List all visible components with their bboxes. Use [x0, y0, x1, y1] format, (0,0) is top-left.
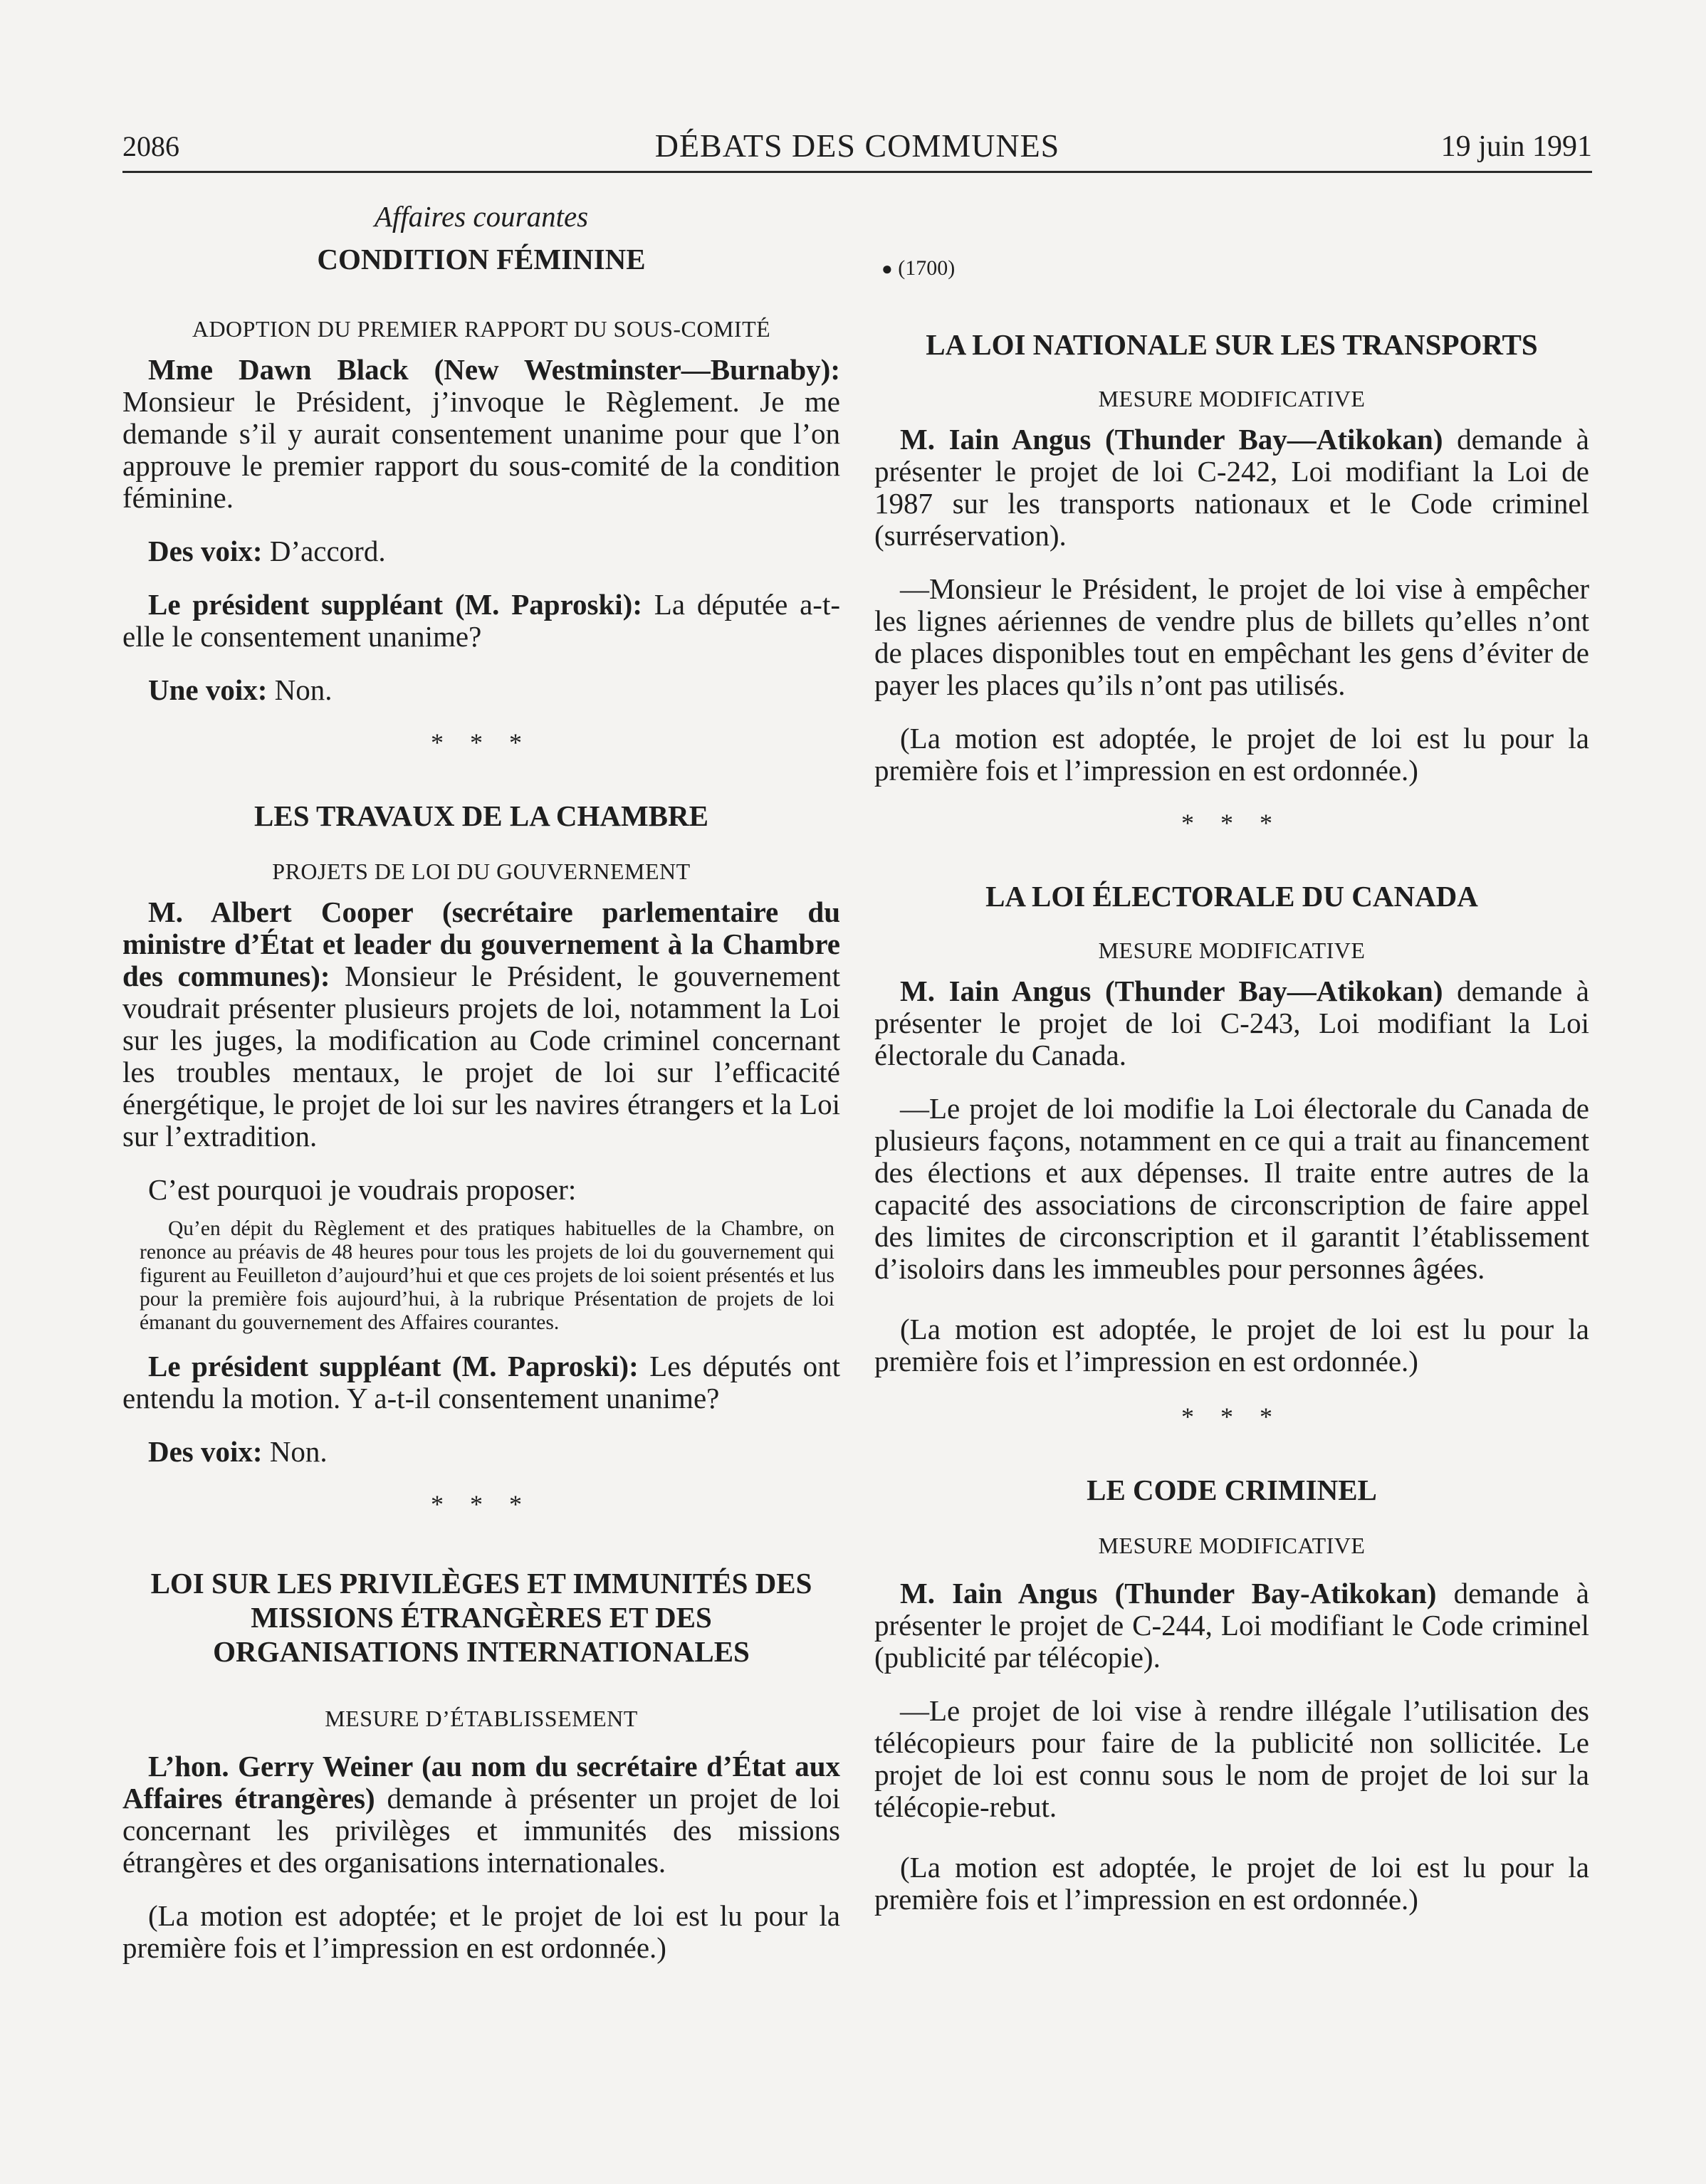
speech-paragraph: —Monsieur le Président, le projet de loi vise à empêcher les lignes aériennes de vendre plus de billets qu’elles n’ont de places disponibles tout en empêchant les gens d’éviter de payer les places qu’ils n’ont pas utilisés.: [874, 572, 1589, 701]
speaker-name: L’hon. Gerry Weiner (au nom du secrétaire d’État aux Affaires étrangères): [122, 1750, 840, 1815]
speaker-name: M. Iain Angus (Thunder Bay-Atikokan): [900, 1577, 1437, 1610]
section-separator: * * *: [431, 1490, 532, 1518]
speech-paragraph: —Le projet de loi modifie la Loi électorale du Canada de plusieurs façons, notamment en ce qui a trait au financement des élections et aux dépenses. Il traite entre autres de la capacité des associations de circonscription de faire appel des limites de circonscription et il garantit l’établissement d’isoloirs dans les immeubles pour personnes âgées.: [874, 1092, 1589, 1285]
left-column: [122, 199, 840, 1985]
speech-paragraph: [874, 424, 1589, 552]
section-heading: CONDITION FÉMININE: [317, 243, 646, 275]
speech-paragraph: [874, 1577, 1589, 1674]
section-heading: LES TRAVAUX DE LA CHAMBRE: [254, 799, 708, 832]
section-heading: LE CODE CRIMINEL: [1087, 1474, 1377, 1506]
motion-result: (La motion est adoptée, le projet de loi est lu pour la première fois et l’impression en est ordonnée.): [874, 722, 1589, 787]
speaker-name: Des voix:: [148, 535, 263, 567]
speech-paragraph: —Le projet de loi vise à rendre illégale l’utilisation des télécopieurs pour faire de la publicité non sollicitée. Le projet de loi est connu sous le nom de projet de loi sur la télécopie-rebut.: [874, 1694, 1589, 1823]
speech-paragraph: [122, 1436, 840, 1468]
speech-text: Les députés ont entendu la motion. Y a-t-il consentement unanime?: [122, 1350, 840, 1414]
section-separator: * * *: [431, 728, 532, 757]
section-subheading: MESURE MODIFICATIVE: [1098, 386, 1366, 411]
speech-text: Non.: [267, 673, 333, 706]
section-subheading: MESURE MODIFICATIVE: [1098, 1533, 1366, 1558]
speaker-name: Le président suppléant (M. Paproski):: [148, 1350, 639, 1382]
bullet-icon: ●: [881, 258, 893, 279]
heading-line: LOI SUR LES PRIVILÈGES ET IMMUNITÉS DES: [150, 1567, 812, 1600]
heading-line: MISSIONS ÉTRANGÈRES ET DES: [251, 1601, 712, 1634]
rubric: Affaires courantes: [374, 200, 589, 233]
section-subheading: ADOPTION DU PREMIER RAPPORT DU SOUS-COMITÉ: [192, 316, 771, 342]
speech-text: demande à présenter le projet de C-244, Loi modifiant le Code criminel (publicité par télécopie).: [874, 1577, 1589, 1674]
speaker-name: Des voix:: [148, 1435, 263, 1468]
publication-date: 19 juin 1991: [1440, 130, 1592, 163]
speech-text: demande à présenter le projet de loi C-243, Loi modifiant la Loi électorale du Canada.: [874, 975, 1589, 1071]
section-subheading: MESURE MODIFICATIVE: [1098, 938, 1366, 963]
speaker-name: Mme Dawn Black (New Westminster—Burnaby):: [148, 353, 840, 386]
speech-text: La députée a-t-elle le consentement unanime?: [122, 588, 841, 653]
time-marker: [881, 256, 1589, 280]
speech-paragraph: [122, 354, 840, 514]
heading-line: ORGANISATIONS INTERNATIONALES: [213, 1635, 750, 1668]
speech-paragraph: [122, 535, 840, 567]
section-subheading: PROJETS DE LOI DU GOUVERNEMENT: [272, 859, 691, 884]
speech-paragraph: [122, 674, 840, 706]
speech-paragraph: [122, 896, 840, 1153]
speech-text: D’accord.: [262, 535, 386, 567]
speaker-name: M. Iain Angus (Thunder Bay—Atikokan): [900, 975, 1443, 1007]
speaker-name: M. Albert Cooper (secrétaire parlementaire du ministre d’État et leader du gouvernement à la Chambre des communes):: [122, 896, 840, 992]
right-column: [874, 256, 1589, 1937]
speech-paragraph: [122, 1350, 840, 1414]
section-separator: * * *: [1181, 1402, 1282, 1431]
speech-text: demande à présenter un projet de loi concernant les privilèges et immunités des missions étrangères et des organisations internationales.: [122, 1782, 840, 1879]
motion-result: (La motion est adoptée; et le projet de loi est lu pour la première fois et l’impression en est ordonnée.): [122, 1899, 840, 1964]
motion-result: (La motion est adoptée, le projet de loi est lu pour la première fois et l’impression en est ordonnée.): [874, 1851, 1589, 1916]
speech-paragraph: C’est pourquoi je voudrais proposer:: [148, 1173, 577, 1206]
motion-quote: Qu’en dépit du Règlement et des pratiques habituelles de la Chambre, on renonce au préavis de 48 heures pour tous les projets de loi du gouvernement qui figurent au Feuilleton d’aujourd’hui et que ces projets de loi soient présentés et lus pour la première fois aujourd’hui, à la rubrique Présentation de projets de loi émanant du gouvernement des Affaires courantes.: [140, 1217, 834, 1334]
section-separator: * * *: [1181, 809, 1282, 837]
time-text: (1700): [898, 256, 956, 280]
speech-paragraph: [122, 589, 840, 653]
publication-title: DÉBATS DES COMMUNES: [654, 127, 1060, 164]
speaker-name: Une voix:: [148, 673, 268, 706]
speech-paragraph: [874, 975, 1589, 1071]
speech-text: Non.: [262, 1435, 328, 1468]
page-header: [122, 127, 1592, 173]
page-number: 2086: [122, 130, 179, 162]
section-subheading: MESURE D’ÉTABLISSEMENT: [325, 1706, 638, 1731]
section-heading: LA LOI ÉLECTORALE DU CANADA: [985, 880, 1478, 913]
speech-text: demande à présenter le projet de loi C-242, Loi modifiant la Loi de 1987 sur les transports nationaux et le Code criminel (surréservation).: [874, 423, 1589, 552]
speaker-name: M. Iain Angus (Thunder Bay—Atikokan): [900, 423, 1443, 456]
motion-result: (La motion est adoptée, le projet de loi est lu pour la première fois et l’impression en est ordonnée.): [874, 1313, 1589, 1377]
speech-text: Monsieur le Président, le gouvernement voudrait présenter plusieurs projets de loi, notamment la Loi sur les juges, la modification au Code criminel concernant les troubles mentaux, le projet de loi sur l’efficacité énergétique, le projet de loi sur les navires étrangers et la Loi sur l’extradition.: [122, 960, 840, 1153]
speech-paragraph: [122, 1750, 840, 1879]
section-heading: [122, 1566, 840, 1669]
speaker-name: Le président suppléant (M. Paproski):: [148, 588, 642, 621]
section-heading: LA LOI NATIONALE SUR LES TRANSPORTS: [926, 328, 1538, 361]
speech-text: Monsieur le Président, j’invoque le Règlement. Je me demande s’il y aurait consentement unanime pour que l’on approuve le premier rapport du sous-comité de la condition féminine.: [122, 385, 840, 514]
